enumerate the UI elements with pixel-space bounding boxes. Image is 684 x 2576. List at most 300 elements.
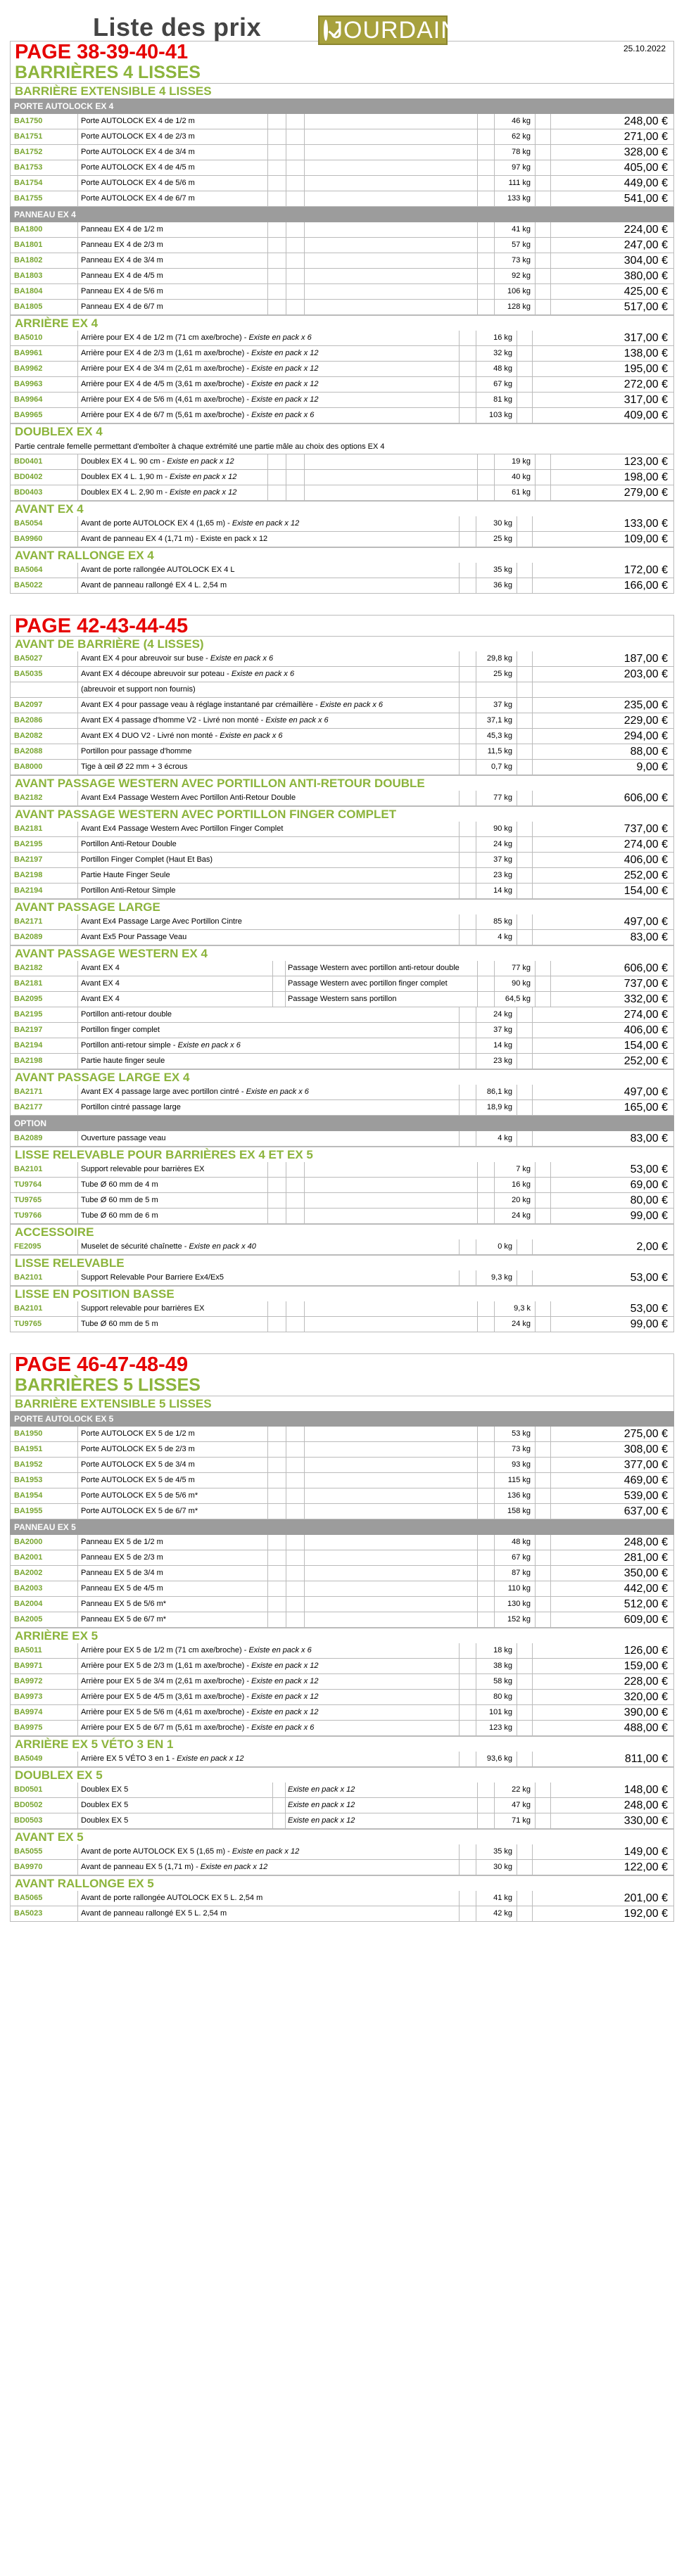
- section-heading: DOUBLEX EX 4: [10, 423, 674, 439]
- empty-cell: [459, 822, 476, 836]
- product-ref: BA9964: [10, 393, 77, 407]
- weight: 128 kg: [494, 300, 535, 314]
- product-ref: BA1801: [10, 238, 77, 253]
- extra-info-text: Passage Western avec portillon finger complet: [288, 979, 448, 988]
- description-text: Panneau EX 4 de 5/6 m: [81, 287, 163, 295]
- empty-cell: [267, 1488, 286, 1503]
- table-row: [10, 884, 674, 899]
- description-text: Avant de porte rallongée AUTOLOCK EX 5 L. 2,54 m: [81, 1894, 263, 1902]
- empty-cell: [267, 145, 286, 160]
- empty-cell: [517, 1860, 532, 1875]
- product-description: [77, 563, 459, 578]
- extra-info: [285, 1798, 477, 1813]
- section-heading: AVANT RALLONGE EX 4: [10, 547, 674, 563]
- product-description: [77, 868, 459, 883]
- price: 248,00 €: [550, 1535, 674, 1550]
- price: 123,00 €: [550, 454, 674, 469]
- product-description: [77, 191, 267, 206]
- price-page: [10, 1332, 674, 1922]
- extra-info: [304, 1581, 477, 1596]
- price: 198,00 €: [550, 470, 674, 485]
- empty-cell: [517, 377, 532, 392]
- product-ref: TU9765: [10, 1317, 77, 1332]
- price: 224,00 €: [550, 222, 674, 237]
- empty-cell: [459, 578, 476, 593]
- product-ref: BA1954: [10, 1488, 77, 1503]
- description-text: Arrière pour EX 5 de 4/5 m (3,61 m axe/broche) -: [81, 1692, 252, 1701]
- table-row: [10, 1550, 674, 1566]
- description-text: Doublex EX 5: [81, 1816, 129, 1825]
- empty-cell: [517, 837, 532, 852]
- weight: 86,1 kg: [476, 1085, 517, 1099]
- price: 606,00 €: [550, 961, 674, 976]
- table-row: [10, 992, 674, 1007]
- weight: 133 kg: [494, 191, 535, 206]
- table-row: [10, 300, 674, 315]
- empty-cell: [286, 222, 304, 237]
- empty-cell: [459, 868, 476, 883]
- description-text: Porte AUTOLOCK EX 4 de 4/5 m: [81, 163, 195, 172]
- weight: 16 kg: [476, 331, 517, 345]
- product-ref: BA5054: [10, 516, 77, 531]
- empty-cell: [535, 1209, 550, 1223]
- price: 9,00 €: [532, 760, 674, 774]
- subsection-bar: PANNEAU EX 4: [10, 207, 674, 222]
- price: 109,00 €: [532, 532, 674, 547]
- empty-cell: [286, 284, 304, 299]
- description-text: Tube Ø 60 mm de 4 m: [81, 1180, 158, 1189]
- table-row: [10, 791, 674, 806]
- pack-note: Existe en pack x 12: [251, 1692, 319, 1701]
- section-heading: AVANT PASSAGE WESTERN AVEC PORTILLON FINGER COMPLET: [10, 806, 674, 822]
- pack-note: Existe en pack x 6: [177, 1041, 241, 1050]
- empty-cell: [517, 1844, 532, 1859]
- price: 281,00 €: [550, 1550, 674, 1565]
- price: 192,00 €: [532, 1906, 674, 1921]
- table-row: [10, 1906, 674, 1922]
- empty-cell: [535, 1427, 550, 1441]
- product-description: [77, 1566, 267, 1581]
- product-ref: BD0402: [10, 470, 77, 485]
- section-heading: LISSE RELEVABLE: [10, 1255, 674, 1270]
- description-text: Panneau EX 4 de 3/4 m: [81, 256, 163, 264]
- empty-cell: [535, 1442, 550, 1457]
- price: 380,00 €: [550, 269, 674, 283]
- table-row: [10, 114, 674, 129]
- product-description: [77, 1458, 267, 1472]
- description-text: Avant EX 4: [81, 979, 120, 988]
- empty-cell: [535, 1301, 550, 1316]
- table-row: [10, 914, 674, 930]
- product-ref: BA1753: [10, 160, 77, 175]
- table-row: [10, 1504, 674, 1519]
- empty-cell: [477, 1317, 494, 1332]
- extra-info: [304, 1209, 477, 1223]
- price: 811,00 €: [532, 1752, 674, 1766]
- table-row: [10, 1239, 674, 1255]
- product-description: [77, 930, 459, 945]
- product-description: [77, 853, 459, 867]
- pack-note: Existe en pack x 12: [288, 1801, 355, 1809]
- weight: 41 kg: [476, 1891, 517, 1906]
- pack-note: Existe en pack x 6: [251, 1723, 315, 1732]
- empty-cell: [517, 516, 532, 531]
- empty-cell: [517, 1023, 532, 1038]
- weight: 57 kg: [494, 238, 535, 253]
- table-row: [10, 516, 674, 532]
- product-ref: BA9962: [10, 362, 77, 376]
- empty-cell: [459, 651, 476, 666]
- product-ref: BA1752: [10, 145, 77, 160]
- pack-note: Existe en pack x 6: [251, 411, 315, 419]
- product-ref: BA1754: [10, 176, 77, 191]
- description-text: Porte AUTOLOCK EX 5 de 2/3 m: [81, 1445, 195, 1453]
- empty-cell: [459, 1721, 476, 1735]
- table-row: [10, 1193, 674, 1209]
- weight: 136 kg: [494, 1488, 535, 1503]
- empty-cell: [267, 114, 286, 129]
- empty-cell: [459, 377, 476, 392]
- description-text: Avant EX 4 pour passage veau à réglage instantané par crémaillère -: [81, 701, 320, 709]
- product-description: [77, 1752, 459, 1766]
- product-ref: BA2082: [10, 729, 77, 744]
- empty-cell: [477, 300, 494, 314]
- product-ref: BA2000: [10, 1535, 77, 1550]
- product-ref: BA2198: [10, 868, 77, 883]
- empty-cell: [267, 1427, 286, 1441]
- product-ref: BA2097: [10, 698, 77, 713]
- description-text: Partie Haute Finger Seule: [81, 871, 170, 879]
- weight: 73 kg: [494, 253, 535, 268]
- price: 252,00 €: [532, 1054, 674, 1069]
- product-ref: BA2195: [10, 1007, 77, 1022]
- product-description: [77, 408, 459, 423]
- empty-cell: [267, 160, 286, 175]
- product-description: [77, 238, 267, 253]
- product-ref: BA5065: [10, 1891, 77, 1906]
- table-row: [10, 145, 674, 160]
- weight: 103 kg: [476, 408, 517, 423]
- empty-cell: [459, 837, 476, 852]
- extra-info: [304, 191, 477, 206]
- description-text: Portillon pour passage d'homme: [81, 747, 192, 755]
- weight: 24 kg: [494, 1317, 535, 1332]
- product-ref: BA2101: [10, 1162, 77, 1177]
- empty-cell: [535, 1458, 550, 1472]
- empty-cell: [272, 961, 285, 976]
- section-heading: ARRIÈRE EX 4: [10, 315, 674, 331]
- table-row: [10, 191, 674, 207]
- product-description: [77, 1798, 272, 1813]
- weight: 23 kg: [476, 868, 517, 883]
- weight: 24 kg: [494, 1209, 535, 1223]
- weight: 11,5 kg: [476, 744, 517, 759]
- description-text: Avant EX 4 passage d'homme V2 - Livré non monté -: [81, 716, 266, 725]
- page-gap: [10, 594, 674, 615]
- empty-cell: [517, 822, 532, 836]
- pack-note: Existe en pack x 6: [265, 716, 329, 725]
- weight: 71 kg: [494, 1813, 535, 1828]
- empty-cell: [286, 191, 304, 206]
- empty-cell: [459, 1906, 476, 1921]
- product-description: [77, 253, 267, 268]
- table-row: [10, 377, 674, 393]
- empty-cell: [267, 300, 286, 314]
- section-heading: BARRIÈRE EXTENSIBLE 5 LISSES: [10, 1396, 674, 1411]
- description-text: (abreuvoir et support non fournis): [81, 685, 196, 694]
- empty-cell: [459, 884, 476, 898]
- empty-cell: [267, 129, 286, 144]
- empty-cell: [477, 1783, 494, 1797]
- empty-cell: [517, 930, 532, 945]
- weight: 0,7 kg: [476, 760, 517, 774]
- product-ref: BA1803: [10, 269, 77, 283]
- product-ref: BD0503: [10, 1813, 77, 1828]
- price: 133,00 €: [532, 516, 674, 531]
- price: 637,00 €: [550, 1504, 674, 1519]
- table-row: [10, 1162, 674, 1178]
- empty-cell: [517, 1721, 532, 1735]
- empty-cell: [535, 1162, 550, 1177]
- empty-cell: [517, 791, 532, 805]
- weight: 20 kg: [494, 1193, 535, 1208]
- table-row: [10, 1721, 674, 1736]
- empty-cell: [459, 1844, 476, 1859]
- weight: 93 kg: [494, 1458, 535, 1472]
- product-description: [77, 1178, 267, 1192]
- price: 126,00 €: [532, 1643, 674, 1658]
- extra-info: [304, 1535, 477, 1550]
- weight: 61 kg: [494, 485, 535, 500]
- product-ref: BA2194: [10, 1038, 77, 1053]
- description-text: Avant EX 4: [81, 995, 120, 1003]
- empty-cell: [459, 698, 476, 713]
- table-row: [10, 682, 674, 698]
- product-ref: BA1802: [10, 253, 77, 268]
- empty-cell: [517, 1100, 532, 1115]
- weight: 30 kg: [476, 1860, 517, 1875]
- empty-cell: [517, 362, 532, 376]
- empty-cell: [286, 1178, 304, 1192]
- product-description: [77, 822, 459, 836]
- empty-cell: [286, 253, 304, 268]
- description-text: Avant Ex4 Passage Western Avec Portillon Finger Complet: [81, 824, 284, 833]
- empty-cell: [517, 1131, 532, 1146]
- product-ref: BA2182: [10, 961, 77, 976]
- price: 317,00 €: [532, 393, 674, 407]
- empty-cell: [267, 1317, 286, 1332]
- description-text: Arrière pour EX 4 de 4/5 m (3,61 m axe/broche) -: [81, 380, 252, 388]
- product-description: [77, 1659, 459, 1673]
- empty-cell: [517, 331, 532, 345]
- weight: 97 kg: [494, 160, 535, 175]
- product-ref: BA2195: [10, 837, 77, 852]
- section-heading: AVANT DE BARRIÈRE (4 LISSES): [10, 636, 674, 651]
- empty-cell: [517, 1038, 532, 1053]
- weight: 73 kg: [494, 1442, 535, 1457]
- extra-info: [304, 1178, 477, 1192]
- empty-cell: [286, 129, 304, 144]
- product-description: [77, 1270, 459, 1285]
- table-row: [10, 853, 674, 868]
- product-ref: BA2089: [10, 930, 77, 945]
- empty-cell: [459, 713, 476, 728]
- empty-cell: [535, 238, 550, 253]
- empty-cell: [459, 1674, 476, 1689]
- empty-cell: [286, 1193, 304, 1208]
- empty-cell: [459, 930, 476, 945]
- price: 350,00 €: [550, 1566, 674, 1581]
- section-heading: AVANT PASSAGE WESTERN EX 4: [10, 945, 674, 961]
- empty-cell: [459, 1085, 476, 1099]
- weight: 93,6 kg: [476, 1752, 517, 1766]
- empty-cell: [459, 393, 476, 407]
- product-description: [77, 284, 267, 299]
- table-row: [10, 1131, 674, 1147]
- description-text: Doublex EX 4 L. 2,90 m -: [81, 488, 170, 497]
- price: 247,00 €: [550, 238, 674, 253]
- empty-cell: [535, 1798, 550, 1813]
- description-text: Panneau EX 5 de 6/7 m*: [81, 1615, 167, 1624]
- price: 377,00 €: [550, 1458, 674, 1472]
- pack-note: Existe en pack x 40: [189, 1242, 256, 1251]
- empty-cell: [459, 667, 476, 682]
- extra-info-text: Passage Western avec portillon anti-retour double: [288, 964, 460, 972]
- product-ref: BA5023: [10, 1906, 77, 1921]
- empty-cell: [286, 145, 304, 160]
- table-row: [10, 454, 674, 470]
- empty-cell: [517, 1054, 532, 1069]
- weight: 18 kg: [476, 1643, 517, 1658]
- price: 442,00 €: [550, 1581, 674, 1596]
- product-ref: BA1951: [10, 1442, 77, 1457]
- pack-note: Existe en pack x 12: [232, 1847, 300, 1856]
- empty-cell: [477, 485, 494, 500]
- product-ref: TU9765: [10, 1193, 77, 1208]
- empty-cell: [477, 1178, 494, 1192]
- empty-cell: [535, 1581, 550, 1596]
- product-ref: BA1755: [10, 191, 77, 206]
- empty-cell: [267, 1178, 286, 1192]
- price: 409,00 €: [532, 408, 674, 423]
- empty-cell: [477, 1535, 494, 1550]
- empty-cell: [517, 914, 532, 929]
- empty-cell: [535, 284, 550, 299]
- pack-note: Existe en pack x 12: [251, 1662, 319, 1670]
- table-row: [10, 284, 674, 300]
- product-description: [77, 1473, 267, 1488]
- description-text: Porte AUTOLOCK EX 5 de 4/5 m: [81, 1476, 195, 1484]
- product-description: [77, 532, 459, 547]
- table-row: [10, 837, 674, 853]
- price: 53,00 €: [550, 1301, 674, 1316]
- description-text: Avant de panneau rallongé EX 5 L. 2,54 m: [81, 1909, 227, 1918]
- product-description: [77, 1007, 459, 1022]
- pack-note: Existe en pack x 6: [231, 670, 295, 678]
- section-heading: LISSE RELEVABLE POUR BARRIÈRES EX 4 ET EX 5: [10, 1147, 674, 1162]
- table-row: [10, 1612, 674, 1628]
- extra-info: [304, 160, 477, 175]
- description-text: Tube Ø 60 mm de 6 m: [81, 1211, 158, 1220]
- description-text: Panneau EX 5 de 2/3 m: [81, 1553, 163, 1562]
- description-text: Arrière pour EX 4 de 3/4 m (2,61 m axe/broche) -: [81, 364, 252, 373]
- empty-cell: [477, 1504, 494, 1519]
- product-description: [77, 1162, 267, 1177]
- product-ref: BA5049: [10, 1752, 77, 1766]
- price: 737,00 €: [532, 822, 674, 836]
- pack-note: Existe en pack x 12: [251, 1708, 319, 1716]
- weight: 123 kg: [476, 1721, 517, 1735]
- price: 248,00 €: [550, 114, 674, 129]
- extra-info: [304, 1317, 477, 1332]
- price: 541,00 €: [550, 191, 674, 206]
- product-ref: BA2181: [10, 976, 77, 991]
- page-title: Liste des prix: [93, 13, 262, 42]
- empty-cell: [286, 114, 304, 129]
- empty-cell: [477, 284, 494, 299]
- pack-note: Existe en pack x 12: [169, 473, 237, 481]
- empty-cell: [477, 145, 494, 160]
- section-heading: AVANT EX 4: [10, 501, 674, 516]
- table-row: [10, 961, 674, 976]
- subsection-bar: PORTE AUTOLOCK EX 4: [10, 98, 674, 114]
- product-description: [77, 1488, 267, 1503]
- empty-cell: [517, 1690, 532, 1704]
- empty-cell: [267, 1597, 286, 1612]
- empty-cell: [477, 1597, 494, 1612]
- table-row: [10, 1473, 674, 1488]
- product-ref: BA1800: [10, 222, 77, 237]
- brand-ring-icon: [324, 20, 328, 41]
- empty-cell: [517, 1891, 532, 1906]
- page-number-title: PAGE 46-47-48-49: [10, 1353, 674, 1375]
- section-heading: LISSE EN POSITION BASSE: [10, 1286, 674, 1301]
- extra-info: [304, 1473, 477, 1488]
- product-description: [77, 1085, 459, 1099]
- weight: 87 kg: [494, 1566, 535, 1581]
- weight: 37 kg: [476, 853, 517, 867]
- price: 138,00 €: [532, 346, 674, 361]
- product-ref: BA2001: [10, 1550, 77, 1565]
- empty-cell: [517, 698, 532, 713]
- weight: 58 kg: [476, 1674, 517, 1689]
- product-description: [77, 578, 459, 593]
- table-row: [10, 1038, 674, 1054]
- product-ref: BA5027: [10, 651, 77, 666]
- description-text: Support Relevable Pour Barriere Ex4/Ex5: [81, 1273, 224, 1282]
- product-ref: BA5011: [10, 1643, 77, 1658]
- table-row: [10, 1690, 674, 1705]
- product-ref: BA5035: [10, 667, 77, 682]
- extra-info: [304, 1458, 477, 1472]
- empty-cell: [517, 1752, 532, 1766]
- section-heading: AVANT PASSAGE WESTERN AVEC PORTILLON ANTI-RETOUR DOUBLE: [10, 775, 674, 791]
- price: 154,00 €: [532, 1038, 674, 1053]
- price: 272,00 €: [532, 377, 674, 392]
- empty-cell: [535, 1473, 550, 1488]
- table-row: [10, 1844, 674, 1860]
- empty-cell: [286, 470, 304, 485]
- description-text: Portillon Finger Complet (Haut Et Bas): [81, 855, 213, 864]
- extra-info: [304, 1162, 477, 1177]
- product-description: [77, 346, 459, 361]
- date-label: 25.10.2022: [623, 44, 666, 53]
- price-page: [10, 594, 674, 1332]
- weight: 67 kg: [494, 1550, 535, 1565]
- price: 53,00 €: [532, 1270, 674, 1285]
- weight: 24 kg: [476, 837, 517, 852]
- empty-cell: [517, 578, 532, 593]
